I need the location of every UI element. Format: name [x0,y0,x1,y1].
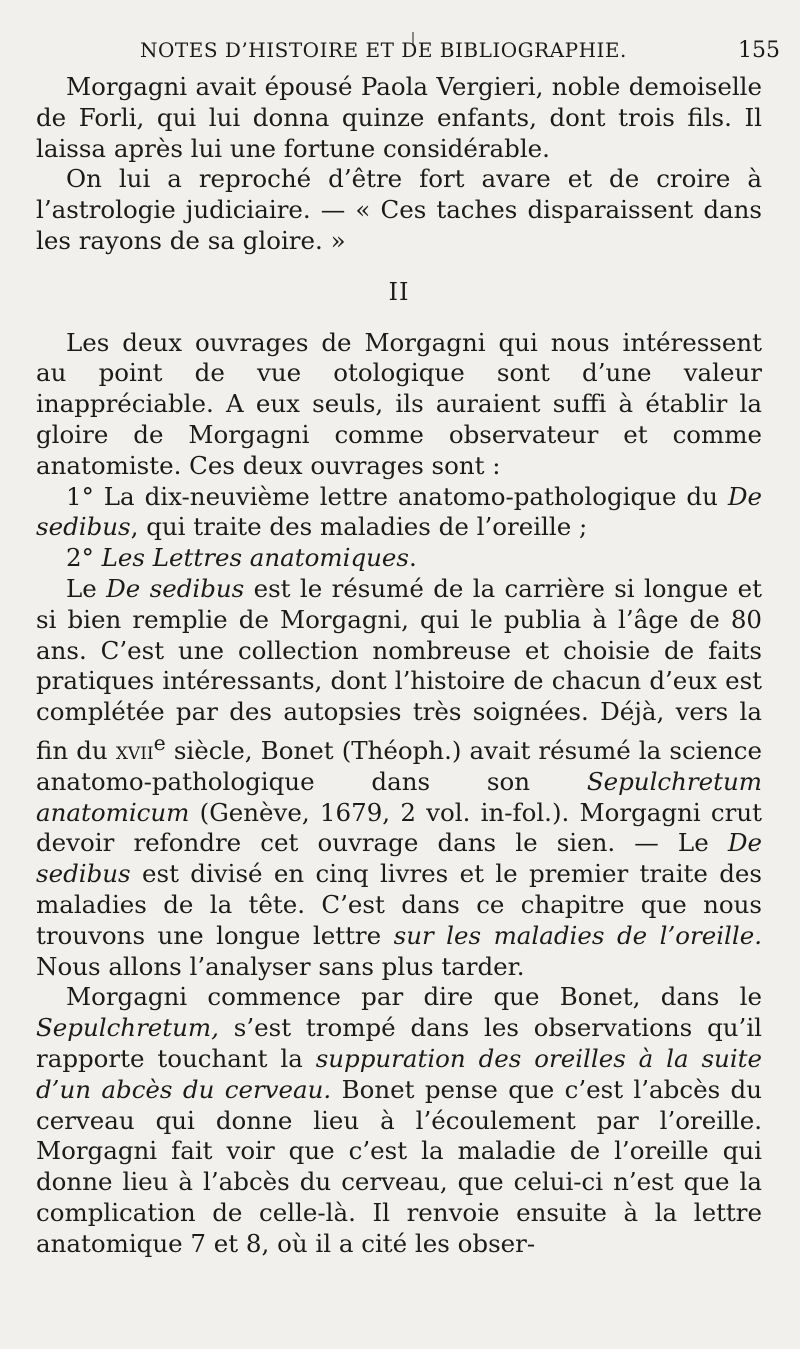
page-number: 155 [738,38,780,63]
paragraph-two-works: Les deux ouvrages de Morgagni qui nous intéressent au point de vue otologique sont d’une valeur inappréciable. A eux seuls, ils auraient suffi à établir la gloire de Morgagni comme observateur et comme anatomiste. Ces deux ouvrages sont : [36,327,762,480]
list-item-1-title: De sedibus [36,481,762,542]
italic-title: De sedibus [106,573,245,603]
text-run: Bonet pense que c’est l’abcès du cerveau qui donne lieu à l’écoulement par l’oreille. Morgagni fait voir que c’est la maladie de l’oreille qui donne lieu à l’abcès du cerveau, que celui-ci n’est que la complication de celle-là. Il renvoie ensuite à la lettre anatomique 7 et 8, où il a cité les obser- [36,1074,762,1258]
text-run: est le résumé de la carrière si longue et si bien remplie de Morgagni, qui le publia à l’âge de 80 ans. C’est une collection nombreuse et choisie de faits pratiques intéressants, dont l’histoire de chacun d’eux est complétée par des autopsies très soignées. Déjà, vers la fin du [36,573,762,766]
italic-title: De sedibus [36,828,762,889]
paragraph-de-sedibus [36,574,762,983]
list-item-2-prefix: 2° [66,543,102,573]
italic-title: Sepulchretum anatomicum [36,766,762,827]
century-numeral: xvii [115,736,154,766]
list-item-2 [36,543,762,574]
text-run: s’est trompé dans les observations qu’il rapporte touchant la [36,1013,762,1074]
list-item-1 [36,482,762,544]
italic-title: sur les maladies de l’oreille. [393,920,762,950]
text-run: Nous allons l’analyser sans plus tarder. [36,951,525,981]
italic-phrase: suppuration des oreilles à la suite d’un abcès du cerveau. [36,1044,762,1104]
running-title: NOTES D’HISTOIRE ET DE BIBLIOGRAPHIE. [140,38,627,62]
list-item-1-prefix: 1° La dix-neuvième lettre anatomo-pathologique du [66,481,728,511]
page-header [40,32,780,68]
text-run: Le [66,573,107,603]
list-item-1-suffix: , qui traite des maladies de l’oreille ; [130,512,588,542]
list-item-2-suffix: . [409,543,417,573]
paragraph-bonet [36,982,762,1259]
paragraph-marriage: Morgagni avait épousé Paola Vergieri, noble demoiselle de Forli, qui lui donna quinze enfants, dont trois fils. Il laissa après lui une fortune considérable. [36,72,762,163]
text-run: Morgagni commence par dire que Bonet, dans le [66,982,762,1012]
text-run: (Genève, 1679, 2 vol. in-fol.). Morgagni crut devoir refondre cet ouvrage dans le sien. — Le [36,797,762,858]
century-superscript: e [153,730,166,755]
page-body [36,72,762,1260]
italic-title: Sepulchretum, [36,1013,219,1043]
list-item-2-title: Les Lettres anatomiques [101,543,409,573]
text-run: siècle, Bonet (Théoph.) avait résumé la science anatomo-pathologique dans son [36,736,762,796]
text-run: est divisé en cinq livres et le premier traite des maladies de la tête. C’est dans ce chapitre que nous trouvons une longue lettre [36,859,762,950]
section-heading: II [388,277,410,306]
paragraph-avarice: On lui a reproché d’être fort avare et de croire à l’astrologie judiciaire. — « Ces taches disparaissent dans les rayons de sa gloire. » [36,164,762,255]
